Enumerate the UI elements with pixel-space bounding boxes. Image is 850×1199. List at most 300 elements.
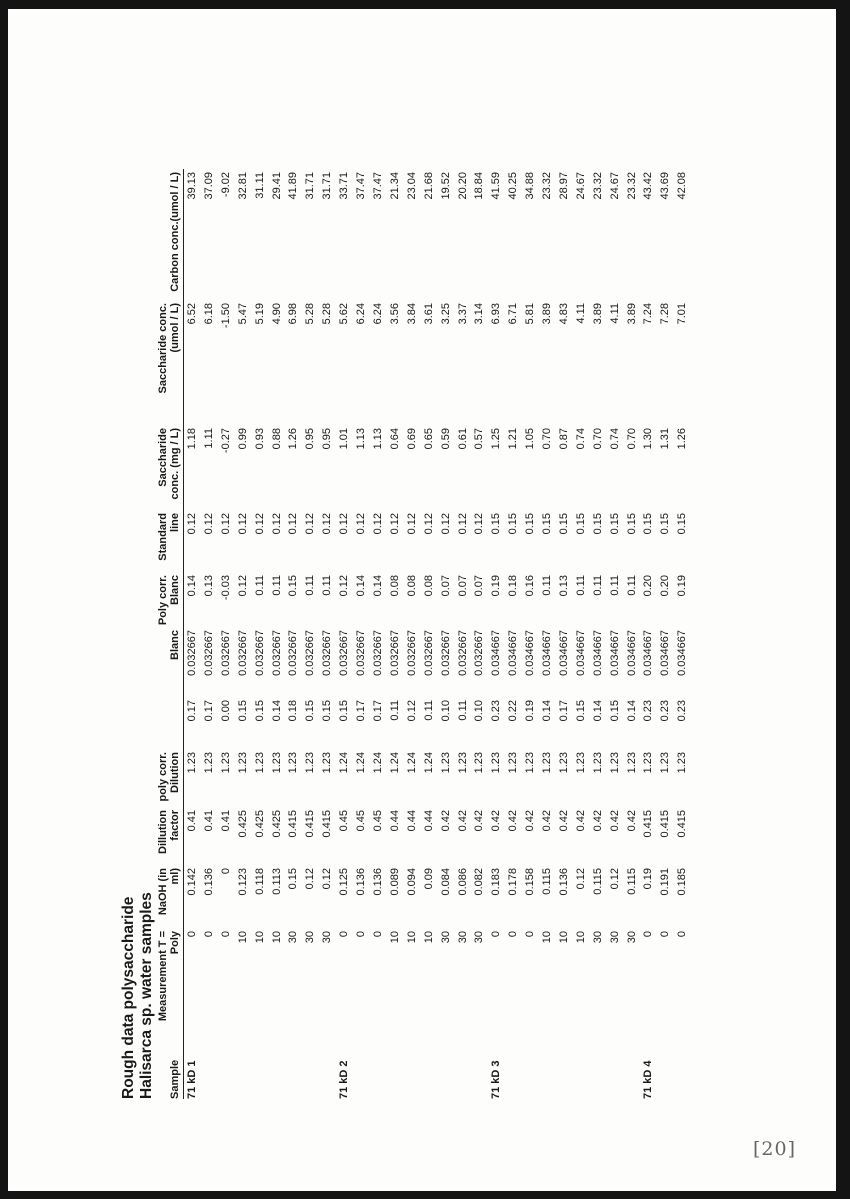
value-cell: 0.415: [659, 810, 672, 838]
value-cell: 1.23: [219, 752, 232, 774]
value-cell: 0.12: [253, 513, 266, 535]
value-cell: 3.89: [625, 303, 638, 325]
sample-cell: [387, 1033, 404, 1099]
sample-cell: [573, 1033, 590, 1099]
value-cell: 0.12: [304, 513, 317, 535]
value-cell: 6.71: [507, 303, 520, 325]
value-cell: 23.04: [405, 172, 418, 200]
value-cell: 1.23: [253, 752, 266, 774]
value-cell: 0.23: [659, 700, 672, 722]
value-cell: 0.23: [490, 700, 503, 722]
value-cell: 0.18: [507, 575, 520, 597]
value-cell: 0.15: [659, 513, 672, 535]
value-cell: 0.45: [371, 810, 384, 832]
value-cell: 1.23: [541, 752, 554, 774]
value-cell: 30: [625, 931, 638, 944]
table-row: [471, 169, 488, 1099]
value-cell: 0.034667: [574, 630, 587, 676]
header-saccharide-mg: Saccharide conc. (mg / L): [158, 425, 184, 510]
value-cell: 43.42: [642, 172, 655, 200]
value-cell: 41.89: [287, 172, 300, 200]
value-cell: 33.71: [338, 172, 351, 200]
value-cell: 5.28: [304, 303, 317, 325]
value-cell: 0.19: [490, 575, 503, 597]
value-cell: 32.81: [236, 172, 249, 200]
value-cell: 0.70: [541, 428, 554, 450]
value-cell: 0.183: [490, 868, 503, 896]
header-blanc: [158, 697, 184, 749]
value-cell: 0.42: [507, 810, 520, 832]
value-cell: 0.032667: [186, 630, 198, 676]
value-cell: 0.64: [388, 428, 401, 450]
value-cell: 0.158: [524, 868, 537, 896]
header-blanc-value: Blanc: [158, 627, 184, 697]
value-cell: 0.42: [557, 810, 570, 832]
value-cell: 1.31: [659, 428, 672, 450]
value-cell: 0.44: [422, 810, 435, 832]
value-cell: 1.23: [439, 752, 452, 774]
header-poly-corr-blanc: Poly corr. Blanc: [158, 572, 184, 627]
table-row: [370, 169, 387, 1099]
value-cell: 0.178: [507, 868, 520, 896]
value-cell: 0.00: [219, 700, 232, 722]
sample-cell: [252, 1033, 269, 1099]
value-cell: 1.23: [659, 752, 672, 774]
value-cell: 0: [490, 931, 503, 938]
sample-cell: [674, 1033, 691, 1099]
value-cell: 0.034667: [659, 630, 672, 676]
value-cell: 4.83: [557, 303, 570, 325]
sample-cell: [302, 1033, 319, 1099]
value-cell: 6.93: [490, 303, 503, 325]
value-cell: 30: [304, 931, 317, 944]
value-cell: 0.12: [371, 513, 384, 535]
sample-cell: [218, 1033, 235, 1099]
value-cell: 24.67: [608, 172, 621, 200]
value-cell: 0.032667: [422, 630, 435, 676]
value-cell: 0.15: [236, 700, 249, 722]
value-cell: 0.12: [219, 513, 232, 535]
value-cell: 0.032667: [253, 630, 266, 676]
value-cell: 0.115: [625, 868, 638, 895]
sample-cell: [421, 1033, 438, 1099]
value-cell: 0.23: [642, 700, 655, 722]
value-cell: 0.17: [557, 700, 570, 722]
value-cell: 10: [405, 931, 418, 944]
value-cell: 30: [591, 931, 604, 944]
table-row: [285, 169, 302, 1099]
value-cell: 0.88: [270, 428, 283, 450]
table-row: [607, 169, 624, 1099]
value-cell: 0.15: [557, 513, 570, 535]
value-cell: 23.32: [591, 172, 604, 200]
value-cell: 0.12: [355, 513, 368, 535]
value-cell: 0.191: [659, 868, 672, 896]
value-cell: 0.41: [202, 810, 215, 832]
table-body: [184, 169, 692, 1099]
value-cell: 0.032667: [388, 630, 401, 676]
value-cell: 0: [219, 868, 232, 875]
value-cell: 30: [456, 931, 469, 944]
value-cell: 1.23: [625, 752, 638, 774]
table-row: [539, 169, 556, 1099]
value-cell: 0.032667: [405, 630, 418, 676]
table-row: [319, 169, 336, 1099]
value-cell: 20.20: [456, 172, 469, 200]
value-cell: 18.84: [473, 172, 486, 200]
value-cell: 0.42: [608, 810, 621, 832]
value-cell: 6.18: [202, 303, 215, 325]
sample-cell: 71 kD 2: [338, 1060, 351, 1099]
value-cell: 3.25: [439, 303, 452, 325]
value-cell: 0.15: [625, 513, 638, 535]
value-cell: 0.70: [625, 428, 638, 450]
value-cell: 1.23: [270, 752, 283, 774]
value-cell: 0.11: [574, 575, 587, 596]
value-cell: 0.136: [371, 868, 384, 896]
value-cell: 0: [507, 931, 520, 938]
value-cell: 0.14: [186, 575, 198, 597]
value-cell: 0: [355, 931, 368, 938]
value-cell: 23.32: [541, 172, 554, 200]
value-cell: 10: [270, 931, 283, 944]
value-cell: 0.07: [456, 575, 469, 597]
value-cell: 0.032667: [236, 630, 249, 676]
value-cell: 0.034667: [557, 630, 570, 676]
value-cell: 0.15: [287, 868, 300, 890]
value-cell: 0.12: [405, 513, 418, 535]
value-cell: 0.15: [524, 513, 537, 535]
table-row: [218, 169, 235, 1099]
value-cell: 39.13: [186, 172, 198, 200]
value-cell: 0.20: [659, 575, 672, 597]
value-cell: 0.11: [608, 575, 621, 596]
value-cell: 1.24: [338, 752, 351, 774]
value-cell: 0.136: [355, 868, 368, 896]
value-cell: 0.15: [338, 700, 351, 722]
value-cell: 0.15: [507, 513, 520, 535]
table-row: [573, 169, 590, 1099]
value-cell: 0.15: [541, 513, 554, 535]
table-row: [624, 169, 641, 1099]
value-cell: 10: [253, 931, 266, 944]
table-row: [674, 169, 691, 1099]
value-cell: 0.23: [676, 700, 689, 722]
value-cell: 0.14: [625, 700, 638, 722]
sample-cell: [624, 1033, 641, 1099]
header-measurement: Measurement T = Poly: [158, 928, 184, 1033]
value-cell: 0.034667: [625, 630, 638, 676]
value-cell: 3.61: [422, 303, 435, 325]
table-row: [404, 169, 421, 1099]
value-cell: 0: [659, 931, 672, 938]
value-cell: 0.42: [591, 810, 604, 832]
value-cell: 0.42: [456, 810, 469, 832]
value-cell: 0.18: [287, 700, 300, 722]
value-cell: 0.13: [557, 575, 570, 597]
title-line-1: Rough data polysaccharide: [120, 896, 137, 1099]
value-cell: 0.69: [405, 428, 418, 450]
value-cell: 0.034667: [541, 630, 554, 676]
value-cell: -0.03: [219, 575, 232, 601]
value-cell: 10: [388, 931, 401, 944]
value-cell: 0.123: [236, 868, 249, 896]
value-cell: 0.15: [287, 575, 300, 597]
value-cell: 6.24: [371, 303, 384, 325]
sample-cell: [370, 1033, 387, 1099]
value-cell: 5.19: [253, 303, 266, 325]
value-cell: 29.41: [270, 172, 283, 200]
value-cell: 0.12: [270, 513, 283, 535]
value-cell: 0.41: [219, 810, 232, 832]
value-cell: 0.14: [270, 700, 283, 722]
value-cell: 0: [642, 931, 655, 938]
value-cell: 21.68: [422, 172, 435, 200]
value-cell: 3.14: [473, 303, 486, 325]
value-cell: 0.11: [270, 575, 283, 596]
value-cell: 0.136: [202, 868, 215, 896]
value-cell: 1.23: [186, 752, 198, 774]
value-cell: 1.23: [557, 752, 570, 774]
value-cell: 1.23: [676, 752, 689, 774]
value-cell: 0.032667: [270, 630, 283, 676]
document-title: [120, 892, 156, 1099]
value-cell: 1.21: [507, 428, 520, 450]
value-cell: 0.415: [304, 810, 317, 838]
value-cell: 0.15: [642, 513, 655, 535]
sample-cell: [539, 1033, 556, 1099]
table-row: [252, 169, 269, 1099]
value-cell: 1.23: [321, 752, 334, 774]
sample-cell: [590, 1033, 607, 1099]
rotated-content: [120, 169, 820, 1099]
value-cell: 6.24: [355, 303, 368, 325]
value-cell: 0.14: [591, 700, 604, 722]
value-cell: 0.034667: [676, 630, 689, 676]
document-page: [8, 9, 836, 1191]
value-cell: 0.12: [405, 700, 418, 722]
table-header-row: [158, 169, 184, 1099]
value-cell: 0.42: [473, 810, 486, 832]
value-cell: 1.23: [507, 752, 520, 774]
value-cell: 0.11: [456, 700, 469, 721]
value-cell: 4.11: [574, 303, 587, 324]
value-cell: 1.23: [287, 752, 300, 774]
table-row: [522, 169, 539, 1099]
value-cell: 43.69: [659, 172, 672, 200]
value-cell: 0.42: [490, 810, 503, 832]
value-cell: -9.02: [219, 172, 232, 198]
value-cell: 1.23: [202, 752, 215, 774]
value-cell: 0.42: [541, 810, 554, 832]
table-row: [184, 169, 201, 1099]
value-cell: 1.25: [490, 428, 503, 450]
value-cell: 0.415: [676, 810, 689, 838]
value-cell: 1.23: [608, 752, 621, 774]
header-naoh: NaOH (in ml): [158, 865, 184, 928]
value-cell: 0.70: [591, 428, 604, 450]
value-cell: 0.42: [574, 810, 587, 832]
value-cell: 1.23: [642, 752, 655, 774]
value-cell: 3.89: [591, 303, 604, 325]
value-cell: 1.23: [473, 752, 486, 774]
value-cell: 0.032667: [473, 630, 486, 676]
value-cell: 0.032667: [202, 630, 215, 676]
value-cell: 0.12: [236, 575, 249, 597]
table-row: [269, 169, 286, 1099]
value-cell: 0.094: [405, 868, 418, 896]
value-cell: 0.42: [524, 810, 537, 832]
value-cell: 1.23: [591, 752, 604, 774]
value-cell: 0.15: [574, 513, 587, 535]
value-cell: 0.17: [371, 700, 384, 722]
value-cell: 0.12: [388, 513, 401, 535]
value-cell: 0.14: [541, 700, 554, 722]
value-cell: 1.23: [456, 752, 469, 774]
value-cell: 42.08: [676, 172, 689, 200]
value-cell: 1.05: [524, 428, 537, 450]
value-cell: 1.11: [202, 428, 215, 449]
value-cell: 30: [321, 931, 334, 944]
value-cell: 0.415: [642, 810, 655, 838]
value-cell: 0.032667: [338, 630, 351, 676]
value-cell: 0.032667: [439, 630, 452, 676]
header-sample: Sample: [158, 1033, 184, 1099]
sample-cell: [438, 1033, 455, 1099]
value-cell: 0.034667: [642, 630, 655, 676]
sample-cell: [556, 1033, 573, 1099]
value-cell: 0.15: [608, 700, 621, 722]
value-cell: 1.23: [490, 752, 503, 774]
value-cell: 0.12: [321, 513, 334, 535]
value-cell: 0.10: [473, 700, 486, 722]
value-cell: 0.12: [456, 513, 469, 535]
table-row: [505, 169, 522, 1099]
sample-cell: [455, 1033, 472, 1099]
header-carbon-conc: Carbon conc.(umol / L): [158, 169, 184, 300]
value-cell: 0.08: [422, 575, 435, 597]
value-cell: 0.115: [591, 868, 604, 895]
value-cell: 0.15: [591, 513, 604, 535]
sample-cell: 71 kD 3: [490, 1060, 503, 1099]
value-cell: 0.13: [202, 575, 215, 597]
value-cell: 0.032667: [321, 630, 334, 676]
value-cell: 0.142: [186, 868, 198, 896]
value-cell: 3.84: [405, 303, 418, 325]
value-cell: 40.25: [507, 172, 520, 200]
page-number: [20]: [753, 1138, 797, 1160]
value-cell: 1.23: [304, 752, 317, 774]
value-cell: 0.59: [439, 428, 452, 450]
value-cell: 0.11: [591, 575, 604, 596]
table-row: [421, 169, 438, 1099]
value-cell: 34.88: [524, 172, 537, 200]
sample-cell: [404, 1033, 421, 1099]
value-cell: 7.28: [659, 303, 672, 325]
value-cell: 0.15: [321, 700, 334, 722]
value-cell: 0.61: [456, 428, 469, 450]
value-cell: 0.118: [253, 868, 266, 895]
header-dilution-factor: Dillution factor: [158, 807, 184, 865]
value-cell: 10: [574, 931, 587, 944]
value-cell: 0.034667: [591, 630, 604, 676]
value-cell: 6.52: [186, 303, 198, 325]
value-cell: 21.34: [388, 172, 401, 200]
value-cell: 0: [524, 931, 537, 938]
value-cell: 10: [236, 931, 249, 944]
value-cell: 0.45: [355, 810, 368, 832]
value-cell: 4.90: [270, 303, 283, 325]
value-cell: 0.87: [557, 428, 570, 450]
value-cell: 1.26: [676, 428, 689, 450]
data-table: [158, 169, 691, 1099]
value-cell: 0: [219, 931, 232, 938]
value-cell: 0.15: [253, 700, 266, 722]
value-cell: 0.95: [304, 428, 317, 450]
value-cell: 1.24: [355, 752, 368, 774]
value-cell: 0.12: [439, 513, 452, 535]
sample-cell: [285, 1033, 302, 1099]
value-cell: 0.99: [236, 428, 249, 450]
value-cell: 1.24: [371, 752, 384, 774]
value-cell: 0.415: [321, 810, 334, 838]
value-cell: 5.47: [236, 303, 249, 325]
value-cell: 0.12: [422, 513, 435, 535]
value-cell: 0.57: [473, 428, 486, 450]
value-cell: 0.22: [507, 700, 520, 722]
value-cell: 0.12: [338, 575, 351, 597]
value-cell: 0.15: [676, 513, 689, 535]
value-cell: 41.59: [490, 172, 503, 200]
value-cell: 1.23: [574, 752, 587, 774]
value-cell: 0.032667: [355, 630, 368, 676]
header-standard-line: Standard line: [158, 510, 184, 572]
value-cell: 0.034667: [490, 630, 503, 676]
header-poly-corr-dilution: poly corr. Dilution: [158, 749, 184, 807]
sample-cell: 71 kD 1: [186, 1060, 198, 1099]
value-cell: 31.71: [304, 172, 317, 200]
table-row: [640, 169, 657, 1099]
value-cell: 0.19: [676, 575, 689, 597]
sample-cell: [201, 1033, 218, 1099]
table-row: [353, 169, 370, 1099]
value-cell: 0.425: [270, 810, 283, 838]
table-row: [488, 169, 505, 1099]
value-cell: 0: [371, 931, 384, 938]
value-cell: 0.11: [541, 575, 554, 596]
value-cell: 0.17: [202, 700, 215, 722]
value-cell: 0.084: [439, 868, 452, 896]
value-cell: 0.12: [202, 513, 215, 535]
value-cell: 0.034667: [507, 630, 520, 676]
value-cell: 0.16: [524, 575, 537, 597]
table-row: [455, 169, 472, 1099]
header-saccharide-umol: Saccharide conc. (umol / L): [158, 300, 184, 425]
value-cell: 0.95: [321, 428, 334, 450]
value-cell: 0.125: [338, 868, 351, 896]
value-cell: 0.74: [574, 428, 587, 450]
value-cell: 31.11: [253, 172, 266, 199]
value-cell: 0.74: [608, 428, 621, 450]
value-cell: 0.12: [338, 513, 351, 535]
value-cell: 0: [676, 931, 689, 938]
value-cell: 24.67: [574, 172, 587, 200]
value-cell: 0.10: [439, 700, 452, 722]
table-row: [438, 169, 455, 1099]
value-cell: 1.18: [186, 428, 198, 450]
value-cell: -1.50: [219, 303, 232, 329]
value-cell: 30: [439, 931, 452, 944]
